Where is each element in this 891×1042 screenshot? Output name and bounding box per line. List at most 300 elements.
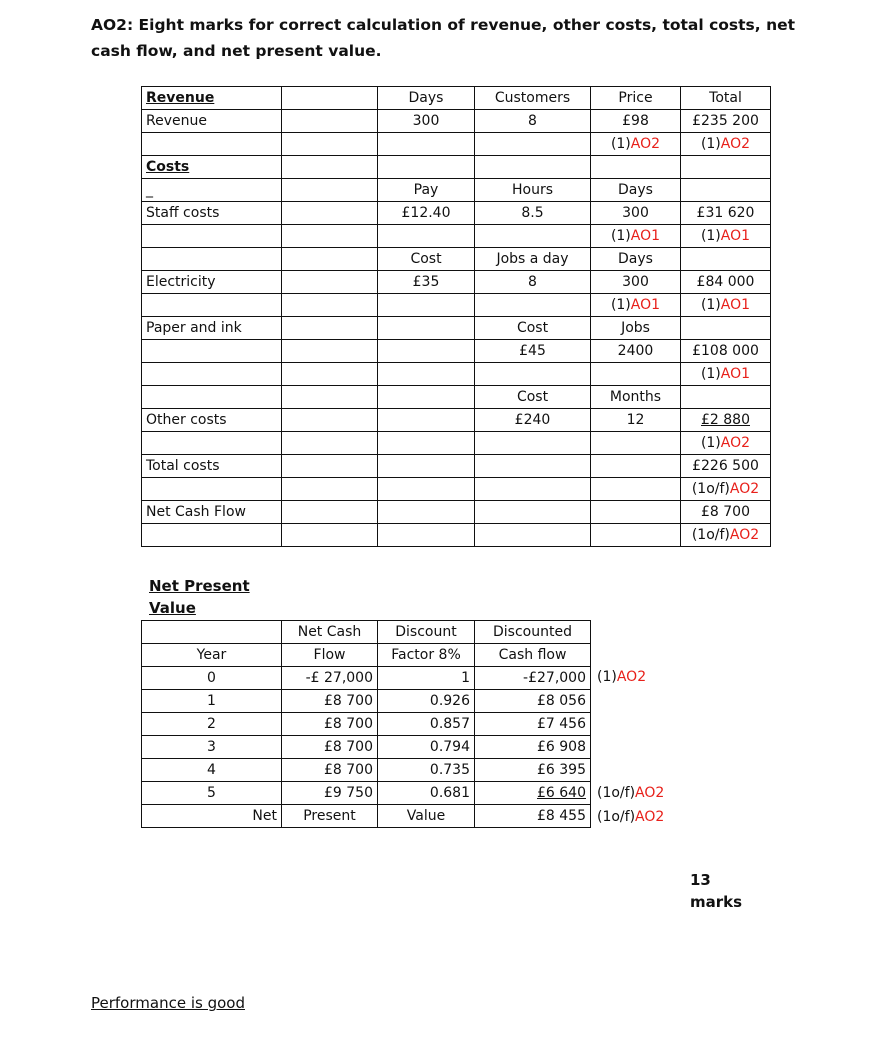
table-cell [591, 87, 681, 110]
table-row [142, 110, 771, 133]
table-row [142, 644, 591, 667]
cell-text: £35 [412, 274, 440, 290]
table-row [142, 340, 771, 363]
table-cell [681, 248, 771, 271]
table-cell [378, 248, 475, 271]
cell-text: £8 700 [701, 504, 750, 520]
table-cell [142, 455, 282, 478]
cell-text: £31 620 [696, 205, 755, 221]
table-cell [681, 317, 771, 340]
table-cell [378, 225, 475, 248]
mark-count: (1) [700, 366, 721, 382]
table-cell [475, 156, 591, 179]
cell-text: £8 700 [324, 693, 373, 709]
table-cell [378, 409, 475, 432]
cell-text: Net Cash [297, 624, 362, 640]
table-cell [681, 409, 771, 432]
table-cell [475, 782, 591, 805]
table-cell [475, 644, 591, 667]
cell-text: 4 [207, 762, 216, 778]
table-cell [591, 294, 681, 317]
table-cell [475, 713, 591, 736]
table-cell [142, 644, 282, 667]
cell-text: 2 [207, 716, 216, 732]
cell-text: Jobs [621, 320, 650, 336]
table-cell [378, 524, 475, 547]
cell-text: Pay [413, 182, 439, 198]
npv-table [141, 620, 591, 828]
table-cell [475, 455, 591, 478]
table-row [142, 478, 771, 501]
table-cell [142, 690, 282, 713]
cell-text: £7 456 [537, 716, 586, 732]
table-cell [282, 340, 378, 363]
table-cell [681, 156, 771, 179]
table-cell [681, 110, 771, 133]
table-row [142, 667, 591, 690]
cell-text: £235 200 [692, 113, 759, 129]
table-cell [475, 317, 591, 340]
cell-text: £8 455 [537, 808, 586, 824]
table-cell [282, 294, 378, 317]
table-row [142, 455, 771, 478]
cell-text: Net Cash Flow [146, 504, 246, 520]
table-cell [591, 363, 681, 386]
mark-scheme-heading: AO2: Eight marks for correct calculation of revenue, other costs, total costs, net cash flow, and net present value. [91, 16, 796, 60]
table-cell [282, 156, 378, 179]
npv-mark [597, 666, 646, 688]
cell-text: Cash flow [498, 647, 567, 663]
assessment-objective: AO2 [630, 136, 661, 152]
table-cell [282, 478, 378, 501]
cell-text: Staff costs [146, 205, 220, 221]
table-cell [475, 478, 591, 501]
cell-text: £98 [622, 113, 649, 129]
table-cell [282, 317, 378, 340]
cell-text: 0.857 [429, 716, 470, 732]
table-cell [475, 432, 591, 455]
cell-text: £9 750 [324, 785, 373, 801]
cell-text: Revenue [146, 113, 207, 129]
cell-text: £6 395 [537, 762, 586, 778]
table-cell [591, 340, 681, 363]
cell-text: Cost [516, 320, 549, 336]
table-cell [142, 133, 282, 156]
table-cell [681, 363, 771, 386]
mark-count: (1) [700, 435, 721, 451]
assessment-objective: AO2 [635, 785, 665, 802]
table-cell [378, 478, 475, 501]
cell-text: 0.926 [429, 693, 470, 709]
cell-text: £2 880 [701, 412, 750, 428]
table-cell [142, 759, 282, 782]
table-cell [591, 248, 681, 271]
table-cell [591, 179, 681, 202]
table-cell [142, 524, 282, 547]
table-row [142, 805, 591, 828]
cell-text: Factor 8% [391, 647, 461, 663]
mark-count: (1) [610, 228, 631, 244]
table-cell [591, 110, 681, 133]
table-row [142, 409, 771, 432]
performance-comment: Performance is good [91, 994, 245, 1012]
assessment-objective: AO2 [720, 136, 751, 152]
table-cell [142, 713, 282, 736]
table-cell [282, 386, 378, 409]
cell-text: Total costs [146, 458, 220, 474]
table-cell [142, 782, 282, 805]
table-row [142, 133, 771, 156]
assessment-objective: AO1 [720, 366, 751, 382]
revenue-costs-table [141, 86, 771, 547]
cell-text: 0 [207, 670, 216, 686]
table-cell [282, 409, 378, 432]
table-cell [282, 690, 378, 713]
table-cell [378, 363, 475, 386]
table-cell [475, 340, 591, 363]
cell-text: 300 [622, 205, 649, 221]
table-cell [591, 225, 681, 248]
table-cell [475, 225, 591, 248]
mark-count: (1) [700, 228, 721, 244]
table-cell [378, 621, 475, 644]
table-cell [378, 501, 475, 524]
table-cell [282, 202, 378, 225]
table-cell [591, 524, 681, 547]
table-cell [142, 248, 282, 271]
cell-text: 8 [528, 274, 537, 290]
cell-text: £8 700 [324, 716, 373, 732]
cell-text: £12.40 [401, 205, 451, 221]
table-cell [142, 156, 282, 179]
cell-text: Value [406, 808, 446, 824]
table-cell [282, 179, 378, 202]
table-cell [142, 294, 282, 317]
table-cell [282, 248, 378, 271]
cell-text: Days [408, 90, 444, 106]
table-row [142, 317, 771, 340]
cell-text: 0.735 [429, 762, 470, 778]
table-cell [142, 202, 282, 225]
cell-text: 8.5 [521, 205, 544, 221]
table-cell [475, 133, 591, 156]
table-cell [282, 455, 378, 478]
table-cell [142, 409, 282, 432]
table-cell [378, 782, 475, 805]
table-cell [475, 501, 591, 524]
table-cell [378, 736, 475, 759]
cell-text: £6 640 [537, 785, 586, 801]
table-cell [282, 759, 378, 782]
mark-count: (1) [700, 136, 721, 152]
cell-text: Customers [494, 90, 571, 106]
table-cell [591, 202, 681, 225]
table-cell [378, 386, 475, 409]
cell-text: 1 [207, 693, 216, 709]
cell-text: 0.681 [429, 785, 470, 801]
table-cell [591, 133, 681, 156]
cell-text: £108 000 [692, 343, 759, 359]
table-cell [142, 501, 282, 524]
table-cell [475, 736, 591, 759]
cell-text: -£ 27,000 [305, 670, 373, 686]
cell-text: 5 [207, 785, 216, 801]
table-cell [591, 317, 681, 340]
npv-title-line2: Value [149, 599, 196, 617]
mark-count: (1o/f) [597, 808, 636, 825]
table-row [142, 248, 771, 271]
table-cell [282, 621, 378, 644]
marks-label: marks [690, 893, 743, 911]
table-cell [282, 736, 378, 759]
table-cell [282, 271, 378, 294]
assessment-objective: AO2 [720, 435, 751, 451]
table-cell [378, 713, 475, 736]
table-row [142, 294, 771, 317]
table-cell [378, 759, 475, 782]
table-cell [475, 248, 591, 271]
cell-text: 300 [412, 113, 440, 129]
table-cell [282, 713, 378, 736]
table-row [142, 225, 771, 248]
table-cell [378, 805, 475, 828]
cell-text: -£27,000 [523, 670, 586, 686]
marks-number: 13 [690, 871, 711, 889]
table-cell [475, 179, 591, 202]
table-cell [282, 667, 378, 690]
table-cell [681, 455, 771, 478]
table-cell [142, 225, 282, 248]
table-cell [142, 317, 282, 340]
table-cell [142, 736, 282, 759]
table-cell [681, 524, 771, 547]
table-cell [681, 271, 771, 294]
mark-count: (1) [610, 297, 631, 313]
table-row [142, 202, 771, 225]
table-cell [378, 317, 475, 340]
table-cell [681, 501, 771, 524]
table-cell [142, 179, 282, 202]
cell-text: 12 [626, 412, 645, 428]
mark-count: (1) [610, 136, 631, 152]
npv-title [149, 575, 250, 619]
cell-text: £240 [514, 412, 551, 428]
cell-text: Jobs a day [496, 251, 569, 267]
cell-text: £226 500 [692, 458, 759, 474]
table-cell [475, 87, 591, 110]
table-cell [282, 501, 378, 524]
table-cell [282, 87, 378, 110]
table-cell [475, 690, 591, 713]
table-row [142, 432, 771, 455]
table-cell [475, 805, 591, 828]
table-row [142, 386, 771, 409]
table-row [142, 87, 771, 110]
table-cell [681, 179, 771, 202]
cell-text: £8 700 [324, 762, 373, 778]
table-row [142, 713, 591, 736]
table-cell [475, 621, 591, 644]
cell-text: 0.794 [429, 739, 470, 755]
table-cell [475, 363, 591, 386]
table-cell [378, 179, 475, 202]
table-cell [681, 386, 771, 409]
table-cell [282, 644, 378, 667]
table-cell [681, 133, 771, 156]
cell-text: 300 [622, 274, 649, 290]
table-cell [475, 386, 591, 409]
table-cell [378, 667, 475, 690]
cell-text: _ [146, 182, 153, 198]
assessment-objective: AO2 [729, 527, 760, 543]
table-cell [681, 294, 771, 317]
cell-text: Days [618, 182, 653, 198]
table-cell [142, 478, 282, 501]
table-cell [378, 294, 475, 317]
npv-title-line1: Net Present [149, 577, 250, 595]
cell-text: Months [609, 389, 662, 405]
table-cell [681, 225, 771, 248]
table-row [142, 782, 591, 805]
table-cell [282, 110, 378, 133]
table-cell [142, 386, 282, 409]
cell-text: 3 [207, 739, 216, 755]
cell-text: Revenue [146, 90, 215, 106]
cell-text: Total [709, 90, 742, 106]
cell-text: 1 [461, 670, 470, 686]
table-cell [681, 202, 771, 225]
cell-text: Cost [516, 389, 549, 405]
npv-mark [597, 806, 664, 828]
table-row [142, 179, 771, 202]
table-row [142, 271, 771, 294]
table-cell [475, 294, 591, 317]
table-cell [378, 644, 475, 667]
cell-text: £8 700 [324, 739, 373, 755]
table-cell [142, 363, 282, 386]
assessment-objective: AO1 [720, 297, 751, 313]
cell-text: Price [618, 90, 653, 106]
cell-text: Net [252, 808, 277, 824]
table-cell [142, 271, 282, 294]
table-cell [142, 87, 282, 110]
mark-count: (1o/f) [691, 527, 730, 543]
table-cell [142, 340, 282, 363]
table-cell [591, 156, 681, 179]
table-cell [378, 110, 475, 133]
table-cell [142, 432, 282, 455]
mark-count: (1) [597, 669, 617, 686]
table-cell [681, 478, 771, 501]
table-cell [591, 271, 681, 294]
assessment-objective: AO2 [616, 669, 647, 686]
table-cell [681, 340, 771, 363]
table-cell [475, 202, 591, 225]
cell-text: 8 [528, 113, 537, 129]
table-cell [475, 667, 591, 690]
cell-text: Other costs [146, 412, 227, 428]
cell-text: Present [303, 808, 356, 824]
table-cell [282, 363, 378, 386]
table-cell [591, 386, 681, 409]
table-cell [378, 133, 475, 156]
table-cell [475, 759, 591, 782]
cell-text: Discount [395, 624, 457, 640]
table-cell [378, 271, 475, 294]
table-cell [378, 455, 475, 478]
table-cell [591, 432, 681, 455]
table-cell [378, 156, 475, 179]
table-cell [378, 690, 475, 713]
cell-text: Days [618, 251, 653, 267]
cell-text: £84 000 [696, 274, 755, 290]
cell-text: 2400 [617, 343, 654, 359]
table-cell [142, 110, 282, 133]
table-cell [142, 667, 282, 690]
cell-text: Flow [313, 647, 346, 663]
table-cell [378, 87, 475, 110]
assessment-objective: AO1 [720, 228, 751, 244]
table-cell [142, 805, 282, 828]
cell-text: Electricity [146, 274, 216, 290]
table-cell [282, 805, 378, 828]
cell-text: Paper and ink [146, 320, 242, 336]
table-cell [591, 409, 681, 432]
assessment-objective: AO2 [635, 808, 665, 825]
table-cell [282, 524, 378, 547]
table-cell [282, 432, 378, 455]
table-cell [378, 432, 475, 455]
mark-count: (1) [700, 297, 721, 313]
cell-text: £45 [519, 343, 546, 359]
mark-count: (1o/f) [597, 785, 636, 802]
cell-text: Cost [410, 251, 442, 267]
table-row [142, 621, 591, 644]
table-cell [681, 432, 771, 455]
table-row [142, 156, 771, 179]
table-cell [591, 455, 681, 478]
table-row [142, 363, 771, 386]
table-cell [378, 340, 475, 363]
table-cell [475, 271, 591, 294]
table-row [142, 759, 591, 782]
cell-text: Costs [146, 159, 190, 175]
table-cell [142, 621, 282, 644]
table-row [142, 690, 591, 713]
table-cell [591, 478, 681, 501]
table-row [142, 501, 771, 524]
cell-text: Discounted [493, 624, 572, 640]
mark-count: (1o/f) [691, 481, 730, 497]
assessment-objective: AO2 [729, 481, 760, 497]
table-row [142, 524, 771, 547]
assessment-objective: AO1 [630, 228, 661, 244]
table-cell [378, 202, 475, 225]
table-cell [282, 133, 378, 156]
table-cell [475, 409, 591, 432]
total-marks [690, 869, 742, 913]
cell-text: £8 056 [537, 693, 586, 709]
table-cell [681, 87, 771, 110]
table-cell [475, 110, 591, 133]
table-row [142, 736, 591, 759]
table-cell [475, 524, 591, 547]
npv-mark [597, 782, 664, 804]
table-cell [591, 501, 681, 524]
cell-text: Year [196, 647, 227, 663]
table-cell [282, 782, 378, 805]
assessment-objective: AO1 [630, 297, 661, 313]
